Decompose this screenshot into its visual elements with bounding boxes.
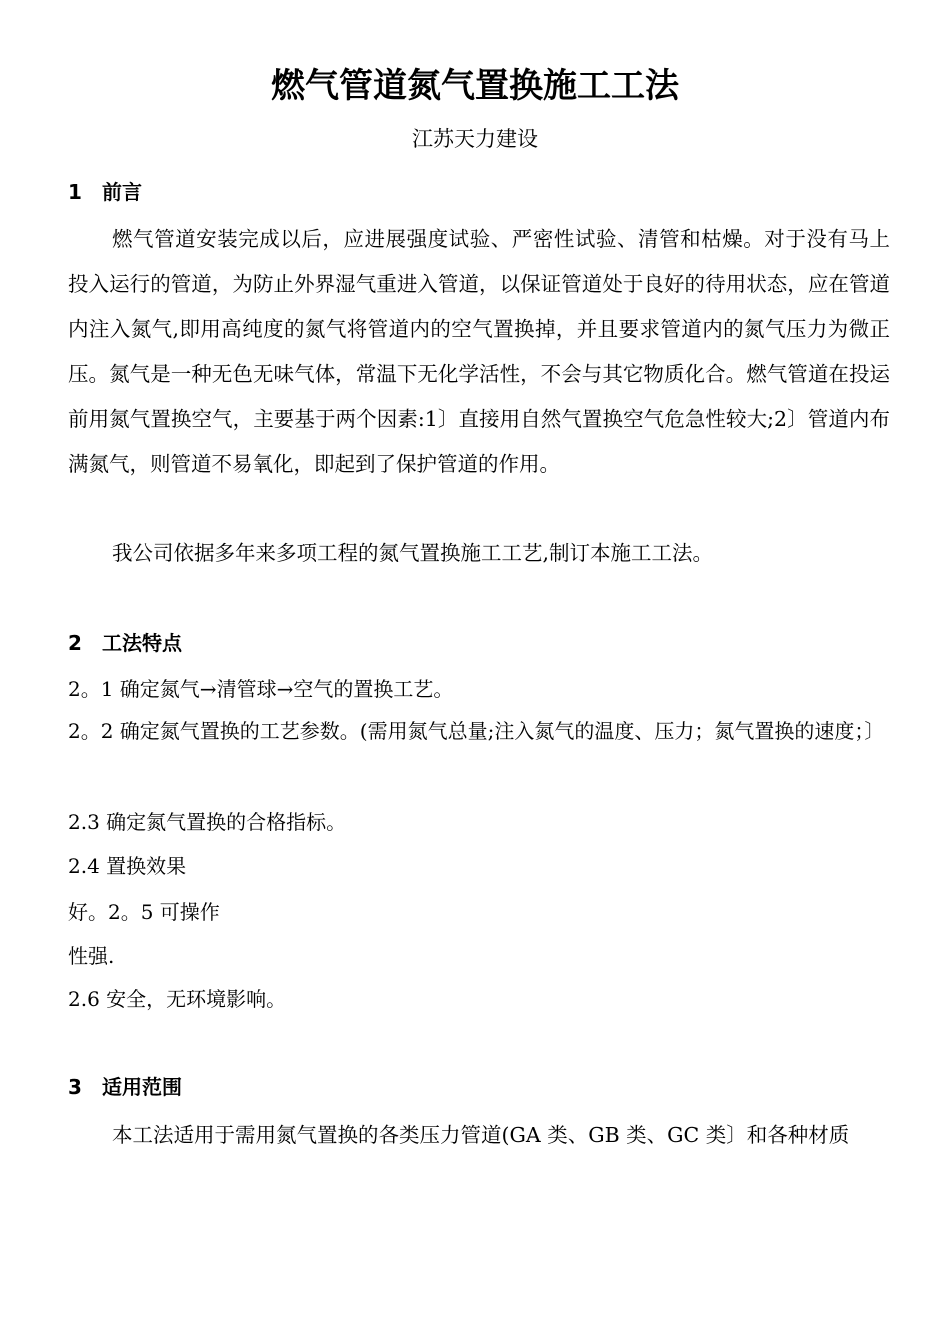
document-title: 燃气管道氮气置换施工工法 (271, 66, 679, 106)
section-number: 2 (68, 631, 82, 655)
list-item: 2.3 确定氮气置换的合格指标。 (68, 810, 347, 834)
section-title: 工法特点 (102, 631, 182, 655)
section-heading-3 (68, 1072, 182, 1102)
list-item: 2。2 确定氮气置换的工艺参数。(需用氮气总量;注入氮气的温度、压力；氮气置换的速度；〕 (68, 719, 885, 743)
section-3-paragraph-1: 本工法适用于需用氮气置换的各类压力管道(GA 类、GB 类、GC 类〕和各种材质 (112, 1123, 850, 1147)
list-item: 2.4 置换效果 (68, 854, 187, 878)
section-number: 3 (68, 1075, 82, 1099)
section-1-paragraph-2: 我公司依据多年来多项工程的氮气置换施工工艺,制订本施工工法。 (112, 541, 714, 565)
list-item: 好。2。5 可操作 (68, 900, 220, 924)
section-number: 1 (68, 180, 82, 204)
list-item: 性强. (68, 944, 115, 968)
section-1-paragraph-1: 燃气管道安装完成以后，应进展强度试验、严密性试验、清管和枯燥。对于没有马上投入运行的管道，为防止外界湿气重进入管道，以保证管道处于良好的待用状态，应在管道内注入氮气,即用高纯度的氮气将管道内的空气置换掉，并且要求管道内的氮气压力为微正压。氮气是一种无色无味气体，常温下无化学活性，不会与其它物质化合。燃气管道在投运前用氮气置换空气，主要基于两个因素:1〕直接用自然气置换空气危急性较大;2〕管道内布满氮气，则管道不易氧化，即起到了保护管道的作用。 (68, 227, 890, 476)
document-subtitle: 江苏天力建设 (412, 127, 538, 151)
section-title: 前言 (102, 180, 142, 204)
list-item: 2.6 安全，无环境影响。 (68, 987, 287, 1011)
section-title: 适用范围 (102, 1075, 182, 1099)
section-heading-1 (68, 177, 142, 207)
section-heading-2 (68, 628, 182, 658)
list-item: 2。1 确定氮气→清管球→空气的置换工艺。 (68, 677, 454, 701)
